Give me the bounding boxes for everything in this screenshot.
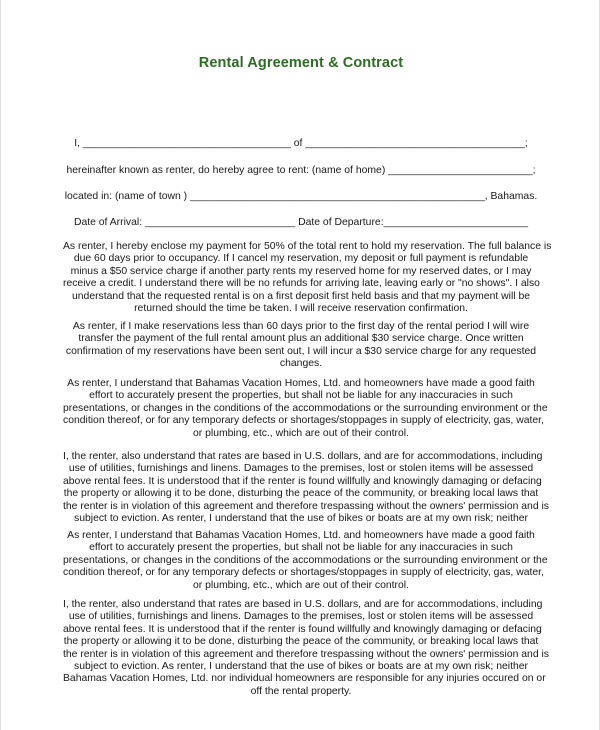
text-line: As renter, if I make reservations less than 60 days prior to the first day of the rental period I will wire	[72, 321, 530, 332]
text-line: condition thereof, or for any temporary defects or shortages/stoppages in supply of electricity, gas, water,	[63, 567, 544, 579]
paragraph-late-reservation	[63, 321, 539, 371]
text-line: condition thereof, or for any temporary defects or shortages/stoppages in supply of electricity, gas, water,	[63, 415, 544, 427]
text-line: effort to accurately present the properties, but shall not be liable for any inaccuracies in such	[89, 542, 513, 554]
text-line: presentations, or changes in the conditions of the accommodations or the surrounding environment or the	[63, 554, 548, 566]
text-line: I, the renter, also understand that rates are based in U.S. dollars, and are for accommodations, including	[63, 451, 543, 462]
text-line: minus a $50 service charge if another party rents my reserved home for my reserved dates, or I may	[70, 265, 532, 277]
text-line: returned should the time be taken. I will receive reservation confirmation.	[134, 303, 468, 315]
text-line: effort to accurately present the properties, but shall not be liable for any inaccuracies in such	[89, 390, 513, 402]
text-line: above rental fees. It is understood that if the renter is found willfully and knowingly damaging or defacing	[63, 475, 542, 487]
text-line: the property or allowing it to be done, disturbing the peace of the community, or breaking local laws that	[63, 636, 539, 648]
text-line: I, the renter, also understand that rates are based in U.S. dollars, and are for accommodations, including	[63, 599, 543, 610]
text-line: receive a credit. I understand there will be no refunds for arriving late, leaving early or "no shows". I also	[63, 278, 540, 290]
text-line: presentations, or changes in the conditions of the accommodations or the surrounding environment or the	[63, 402, 548, 414]
home-name-field-line: hereinafter known as renter, do hereby agree to rent: (name of home) _________________________;	[66, 165, 536, 176]
paragraph-rates	[63, 451, 549, 525]
text-line: confirmation of my reservations have been sent out, I will incur a $30 service charge for any requested	[65, 345, 537, 357]
text-line: the renter is in violation of this agreement and therefore trespassing without the owners' permission and is	[63, 500, 549, 512]
document-title: Rental Agreement & Contract	[198, 55, 404, 71]
text-line: use of utilities, furnishings and linens. Damages to the premises, lost or stolen items will be assessed	[68, 463, 534, 475]
text-line: the property or allowing it to be done, disturbing the peace of the community, or breaking local laws that	[63, 488, 539, 500]
text-line: off the rental property.	[250, 685, 352, 697]
text-line: As renter, I hereby enclose my payment for 50% of the total rent to hold my reservation. The full balance is	[63, 241, 552, 252]
text-line: As renter, I understand that Bahamas Vacation Homes, Ltd. and homeowners have made a good faith	[67, 530, 535, 541]
text-line: understand that the requested rental is on a first deposit first held basis and that my payment will be	[71, 290, 531, 302]
text-line: subject to eviction. As renter, I understand that the use of bikes or boats are at my own risk; neither	[74, 661, 528, 673]
paragraph-payment	[63, 241, 552, 315]
paragraph-rates-repeat	[63, 599, 549, 698]
town-field-line: located in: (name of town ) ___________________________________________________, Bahamas.	[64, 191, 538, 202]
paragraph-liability-repeat	[63, 530, 548, 592]
text-line: Bahamas Vacation Homes, Ltd. nor individual homeowners are responsible for any injuries occured on or	[63, 673, 546, 685]
dates-field-line: Date of Arrival: __________________________ Date of Departure:_________________________	[73, 217, 529, 228]
text-line: use of utilities, furnishings and linens. Damages to the premises, lost or stolen items will be assessed	[68, 611, 534, 623]
text-line: As renter, I understand that Bahamas Vacation Homes, Ltd. and homeowners have made a good faith	[67, 378, 535, 389]
renter-name-field-line: I, ____________________________________ of ______________________________________;	[74, 138, 528, 149]
text-line: or plumbing, etc., which are out of their control.	[192, 579, 409, 591]
text-line: changes.	[279, 358, 323, 370]
text-line: above rental fees. It is understood that if the renter is found willfully and knowingly damaging or defacing	[63, 623, 542, 635]
paragraph-liability	[63, 378, 548, 440]
text-line: or plumbing, etc., which are out of their control.	[192, 427, 409, 439]
text-line: transfer the payment of the full rental amount plus an additional $30 service charge. Once written	[78, 333, 524, 345]
text-line: due 60 days prior to occupancy. If I cancel my reservation, my deposit or full payment is refundable	[73, 253, 529, 265]
text-line: the renter is in violation of this agreement and therefore trespassing without the owners' permission and is	[63, 648, 549, 660]
text-line: subject to eviction. As renter, I understand that the use of bikes or boats are at my own risk; neither	[74, 513, 528, 525]
